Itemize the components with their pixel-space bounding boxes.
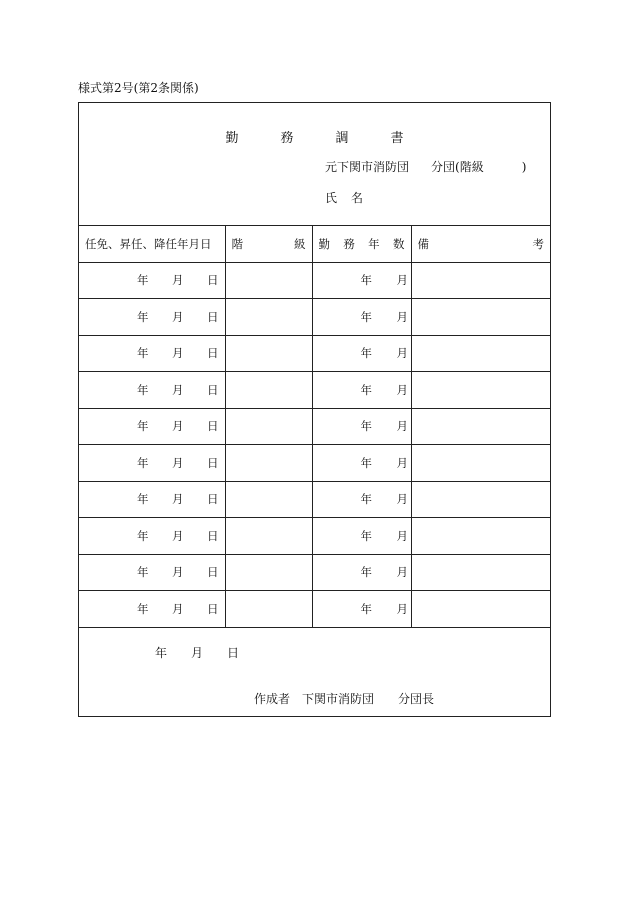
remarks-cell[interactable] <box>411 372 550 409</box>
service-years-cell[interactable] <box>312 262 411 299</box>
rank-cell[interactable] <box>225 554 312 591</box>
rank-cell[interactable] <box>225 335 312 372</box>
name-label-char: 名 <box>351 191 364 205</box>
years-unit: 年 <box>360 346 372 361</box>
remarks-cell[interactable] <box>411 262 550 299</box>
header-remarks <box>411 226 550 262</box>
affiliation-unit: 分団(階級 <box>431 160 484 174</box>
header-rank-char: 級 <box>294 236 306 251</box>
date-cell[interactable] <box>79 445 225 482</box>
table-row <box>79 481 550 518</box>
date-cell[interactable] <box>79 518 225 555</box>
header-remarks-char: 考 <box>532 236 544 251</box>
table-header-row <box>79 226 550 262</box>
date-year-unit: 年 <box>137 528 149 543</box>
months-unit: 月 <box>396 382 408 397</box>
date-month-unit: 月 <box>172 528 184 543</box>
rank-cell[interactable] <box>225 518 312 555</box>
remarks-cell[interactable] <box>411 445 550 482</box>
date-cell[interactable] <box>79 481 225 518</box>
header-date: 任免、昇任、降任年月日 <box>79 226 225 262</box>
date-cell[interactable] <box>79 372 225 409</box>
name-label-char: 氏 <box>325 191 338 205</box>
months-unit: 月 <box>396 492 408 507</box>
rank-cell[interactable] <box>225 445 312 482</box>
date-month-unit: 月 <box>172 309 184 324</box>
date-cell[interactable] <box>79 408 225 445</box>
years-unit: 年 <box>360 309 372 324</box>
date-year-unit: 年 <box>137 455 149 470</box>
service-years-cell[interactable] <box>312 591 411 628</box>
date-cell[interactable] <box>79 335 225 372</box>
header-years-char: 務 <box>343 236 355 251</box>
remarks-cell[interactable] <box>411 591 550 628</box>
title-char: 務 <box>280 131 294 146</box>
remarks-cell[interactable] <box>411 518 550 555</box>
name-line <box>325 189 363 206</box>
footer-date-month: 月 <box>191 646 204 660</box>
footer-date-day: 日 <box>227 646 240 660</box>
date-cell[interactable] <box>79 591 225 628</box>
author-label: 作成者 <box>254 692 291 706</box>
author-org: 下関市消防団 <box>302 692 375 706</box>
title-char: 勤 <box>225 131 239 146</box>
form-header <box>79 103 550 226</box>
date-day-unit: 日 <box>207 382 219 397</box>
remarks-cell[interactable] <box>411 335 550 372</box>
date-month-unit: 月 <box>172 565 184 580</box>
years-unit: 年 <box>360 492 372 507</box>
date-month-unit: 月 <box>172 492 184 507</box>
table-row <box>79 335 550 372</box>
months-unit: 月 <box>396 601 408 616</box>
header-years-char: 年 <box>368 236 380 251</box>
date-year-unit: 年 <box>137 346 149 361</box>
date-year-unit: 年 <box>137 601 149 616</box>
date-cell[interactable] <box>79 299 225 336</box>
date-year-unit: 年 <box>137 492 149 507</box>
service-years-cell[interactable] <box>312 299 411 336</box>
service-years-cell[interactable] <box>312 481 411 518</box>
date-day-unit: 日 <box>207 273 219 288</box>
months-unit: 月 <box>396 565 408 580</box>
service-years-cell[interactable] <box>312 554 411 591</box>
months-unit: 月 <box>396 455 408 470</box>
date-month-unit: 月 <box>172 273 184 288</box>
table-row <box>79 262 550 299</box>
title-char: 書 <box>390 131 404 146</box>
header-years-char: 数 <box>392 236 405 251</box>
table-row <box>79 408 550 445</box>
rank-cell[interactable] <box>225 262 312 299</box>
years-unit: 年 <box>360 565 372 580</box>
table-row <box>79 299 550 336</box>
header-rank-char: 階 <box>231 236 243 251</box>
document-title <box>79 127 550 146</box>
remarks-cell[interactable] <box>411 299 550 336</box>
table-row <box>79 445 550 482</box>
date-day-unit: 日 <box>207 565 219 580</box>
months-unit: 月 <box>396 528 408 543</box>
date-year-unit: 年 <box>137 419 149 434</box>
months-unit: 月 <box>396 309 408 324</box>
header-years <box>312 226 411 262</box>
date-month-unit: 月 <box>172 601 184 616</box>
table-row <box>79 372 550 409</box>
months-unit: 月 <box>396 273 408 288</box>
date-year-unit: 年 <box>137 565 149 580</box>
affiliation-line <box>325 158 526 175</box>
months-unit: 月 <box>396 346 408 361</box>
rank-cell[interactable] <box>225 372 312 409</box>
date-day-unit: 日 <box>207 455 219 470</box>
service-years-cell[interactable] <box>312 518 411 555</box>
affiliation-close: ) <box>521 160 527 174</box>
years-unit: 年 <box>360 382 372 397</box>
survey-form-frame <box>78 102 551 717</box>
date-cell[interactable] <box>79 262 225 299</box>
footer-date <box>155 644 239 661</box>
date-month-unit: 月 <box>172 382 184 397</box>
date-day-unit: 日 <box>207 346 219 361</box>
service-years-cell[interactable] <box>312 445 411 482</box>
rank-cell[interactable] <box>225 408 312 445</box>
date-day-unit: 日 <box>207 601 219 616</box>
years-unit: 年 <box>360 273 372 288</box>
rank-cell[interactable] <box>225 591 312 628</box>
service-years-cell[interactable] <box>312 335 411 372</box>
date-cell[interactable] <box>79 554 225 591</box>
header-remarks-char: 備 <box>417 236 429 251</box>
table-row <box>79 518 550 555</box>
author-line <box>254 690 434 707</box>
service-years-cell[interactable] <box>312 372 411 409</box>
date-month-unit: 月 <box>172 455 184 470</box>
service-record-table <box>79 226 550 628</box>
date-day-unit: 日 <box>207 309 219 324</box>
service-years-cell[interactable] <box>312 408 411 445</box>
rank-cell[interactable] <box>225 299 312 336</box>
affiliation-prefix: 元下関市消防団 <box>325 160 410 174</box>
years-unit: 年 <box>360 419 372 434</box>
title-char: 調 <box>335 131 349 146</box>
table-row <box>79 591 550 628</box>
date-month-unit: 月 <box>172 346 184 361</box>
remarks-cell[interactable] <box>411 481 550 518</box>
rank-cell[interactable] <box>225 481 312 518</box>
date-year-unit: 年 <box>137 309 149 324</box>
years-unit: 年 <box>360 528 372 543</box>
remarks-cell[interactable] <box>411 408 550 445</box>
years-unit: 年 <box>360 601 372 616</box>
form-number-label: 様式第2号(第2条関係) <box>78 81 199 95</box>
date-day-unit: 日 <box>207 528 219 543</box>
author-role: 分団長 <box>398 692 435 706</box>
header-years-char: 勤 <box>318 236 330 251</box>
remarks-cell[interactable] <box>411 554 550 591</box>
date-year-unit: 年 <box>137 273 149 288</box>
months-unit: 月 <box>396 419 408 434</box>
date-day-unit: 日 <box>207 492 219 507</box>
footer-date-year: 年 <box>155 646 168 660</box>
date-year-unit: 年 <box>137 382 149 397</box>
header-rank <box>225 226 312 262</box>
years-unit: 年 <box>360 455 372 470</box>
table-row <box>79 554 550 591</box>
date-day-unit: 日 <box>207 419 219 434</box>
date-month-unit: 月 <box>172 419 184 434</box>
form-footer <box>79 630 550 716</box>
